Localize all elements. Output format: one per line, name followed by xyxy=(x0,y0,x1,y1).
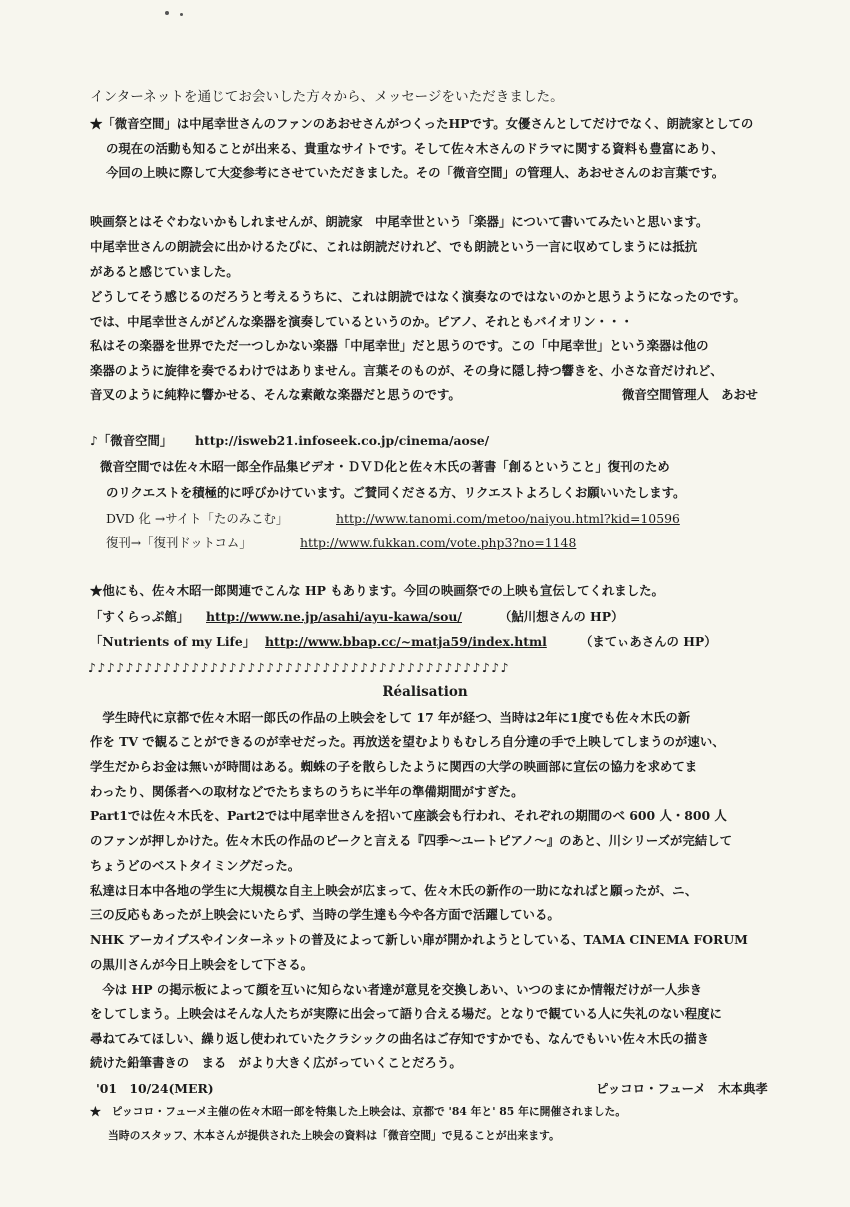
nutrients-note: （まてぃあさんの HP） xyxy=(580,634,717,649)
scrap-kan-link[interactable]: http://www.ne.jp/asahi/ayu-kawa/sou/ xyxy=(206,609,462,624)
realisation-line: 私達は日本中各地の学生に大規模な自主上映会が広まって、佐々木氏の新作の一助になればと願ったが、ニ、 xyxy=(90,883,698,898)
aose-signature: 微音空間管理人 あおせ xyxy=(622,387,758,402)
aose-message-line: があると感じていました。 xyxy=(90,264,239,279)
realisation-line: 学生時代に京都で佐々木昭一郎氏の作品の上映会をして 17 年が経つ、当時は2年に1度でも佐々木氏の新 xyxy=(90,710,691,725)
nutrients-label: 「Nutrients of my Life」 xyxy=(90,634,256,649)
dvd-request-link[interactable]: http://www.tanomi.com/metoo/naiyou.html?kid=10596 xyxy=(336,511,680,526)
aose-message-line: 映画祭とはそぐわないかもしれませんが、朗読家 中尾幸世という「楽器」について書いてみたいと思います。 xyxy=(90,214,709,229)
footnote-line: 当時のスタッフ、木本さんが提供された上映会の資料は「微音空間」で見ることが出来ます。 xyxy=(108,1129,560,1142)
realisation-line: 今は HP の掲示板によって顔を互いに知らない者達が意見を交換しあい、いつのまにか情報だけが一人歩き xyxy=(90,982,703,997)
footnote-line: ★ ピッコロ・フューメ主催の佐々木昭一郎を特集した上映会は、京都で '84 年と' 85 年に開催されました。 xyxy=(90,1105,627,1118)
aose-intro-line: ★「微音空間」は中尾幸世さんのファンのあおせさんがつくったHPです。女優さんとしてだけでなく、朗読家としての xyxy=(90,116,754,131)
nutrients-link[interactable]: http://www.bbap.cc/~matja59/index.html xyxy=(265,634,547,649)
aose-message-line: 音叉のように純粋に響かせる、そんな素敵な楽器だと思うのです。 xyxy=(90,387,461,402)
aose-message-line: 私はその楽器を世界でただ一つしかない楽器「中尾幸世」だと思うのです。この「中尾幸世」という楽器は他の xyxy=(90,338,709,353)
music-notes-divider: ♪♪♪♪♪♪♪♪♪♪♪♪♪♪♪♪♪♪♪♪♪♪♪♪♪♪♪♪♪♪♪♪♪♪♪♪♪♪♪♪♪♪♪♪♪ xyxy=(88,660,510,675)
realisation-title: Réalisation xyxy=(382,684,468,700)
realisation-line: NHK アーカイブスやインターネットの普及によって新しい扉が開かれようとしている、TAMA CINEMA FORUM xyxy=(90,932,748,947)
site-label: ♪「微音空間」 xyxy=(90,433,173,448)
site-url-link[interactable]: http://isweb21.infoseek.co.jp/cinema/aose/ xyxy=(195,433,490,448)
realisation-line: 尋ねてみてほしい、繰り返し使われていたクラシックの曲名はご存知ですかでも、なんでもいい佐々木氏の描き xyxy=(90,1031,709,1046)
realisation-date: '01 10/24(MER) xyxy=(96,1081,214,1096)
realisation-line: のファンが押しかけた。佐々木氏の作品のピークと言える『四季～ユートピアノ～』のあと、川シリーズが完結して xyxy=(90,833,732,848)
aose-message-line: どうしてそう感じるのだろうと考えるうちに、これは朗読ではなく演奏なのではないのかと思うようになったのです。 xyxy=(90,289,746,304)
realisation-line: 学生だからお金は無いが時間はある。蜘蛛の子を散らしたように関西の大学の映画部に宣伝の協力を求めてま xyxy=(90,759,698,774)
scan-speck xyxy=(180,13,183,16)
scan-speck xyxy=(165,11,169,15)
realisation-line: 三の反応もあったが上映会にいたらず、当時の学生達も今や各方面で活躍している。 xyxy=(90,907,560,922)
realisation-line: わったり、関係者への取材などでたちまちのうちに半年の準備期間がすぎた。 xyxy=(90,784,524,799)
realisation-line: 続けた鉛筆書きの まる がより大きく広がっていくことだろう。 xyxy=(90,1055,462,1070)
aose-intro-line: の現在の活動も知ることが出来る、貴重なサイトです。そして佐々木さんのドラマに関する資料も豊富にあり、 xyxy=(106,141,724,156)
intro-line: インターネットを通じてお会いした方々から、メッセージをいただきました。 xyxy=(90,89,564,105)
aose-message-line: では、中尾幸世さんがどんな楽器を演奏しているというのか。ピアノ、それともバイオリン・・・ xyxy=(90,314,633,329)
fukkan-link[interactable]: http://www.fukkan.com/vote.php3?no=1148 xyxy=(300,535,577,550)
scrap-kan-note: （鮎川想さんの HP） xyxy=(499,609,624,624)
dvd-request-label: DVD 化 →サイト「たのみこむ」 xyxy=(106,511,289,526)
realisation-line: の黒川さんが今日上映会をして下さる。 xyxy=(90,957,314,972)
site-desc-line: 微音空間では佐々木昭一郎全作品集ビデオ・ＤＶＤ化と佐々木氏の著書「創るということ」復刊のため xyxy=(100,459,670,474)
realisation-line: 作を TV で観ることができるのが幸せだった。再放送を望むよりもむしろ自分達の手で上映してしまうのが速い、 xyxy=(90,734,725,749)
realisation-line: をしてしまう。上映会はそんな人たちが実際に出会って語り合える場だ。となりで観ている人に失礼のない程度に xyxy=(90,1006,722,1021)
others-heading: ★他にも、佐々木昭一郎関連でこんな HP もあります。今回の映画祭での上映も宣伝してくれました。 xyxy=(90,583,664,598)
aose-intro-line: 今回の上映に際して大変参考にさせていただきました。その「微音空間」の管理人、あおせさんのお言葉です。 xyxy=(106,165,725,180)
realisation-signature: ピッコロ・フューメ 木本典孝 xyxy=(596,1081,768,1096)
realisation-line: Part1では佐々木氏を、Part2では中尾幸世さんを招いて座談会も行われ、それぞれの期間のべ 600 人・800 人 xyxy=(90,808,727,823)
scrap-kan-label: 「すくらっぷ館」 xyxy=(90,609,190,624)
aose-message-line: 楽器のように旋律を奏でるわけではありません。言葉そのものが、その身に隠し持つ響きを、小さな音だけれど、 xyxy=(90,363,723,378)
fukkan-label: 復刊→「復刊ドットコム」 xyxy=(106,535,252,550)
site-desc-line: のリクエストを積極的に呼びかけています。ご賛同くださる方、リクエストよろしくお願いいたします。 xyxy=(106,485,686,500)
aose-message-line: 中尾幸世さんの朗読会に出かけるたびに、これは朗読だけれど、でも朗読という一言に収めてしまうには抵抗 xyxy=(90,239,698,254)
realisation-line: ちょうどのベストタイミングだった。 xyxy=(90,858,301,873)
